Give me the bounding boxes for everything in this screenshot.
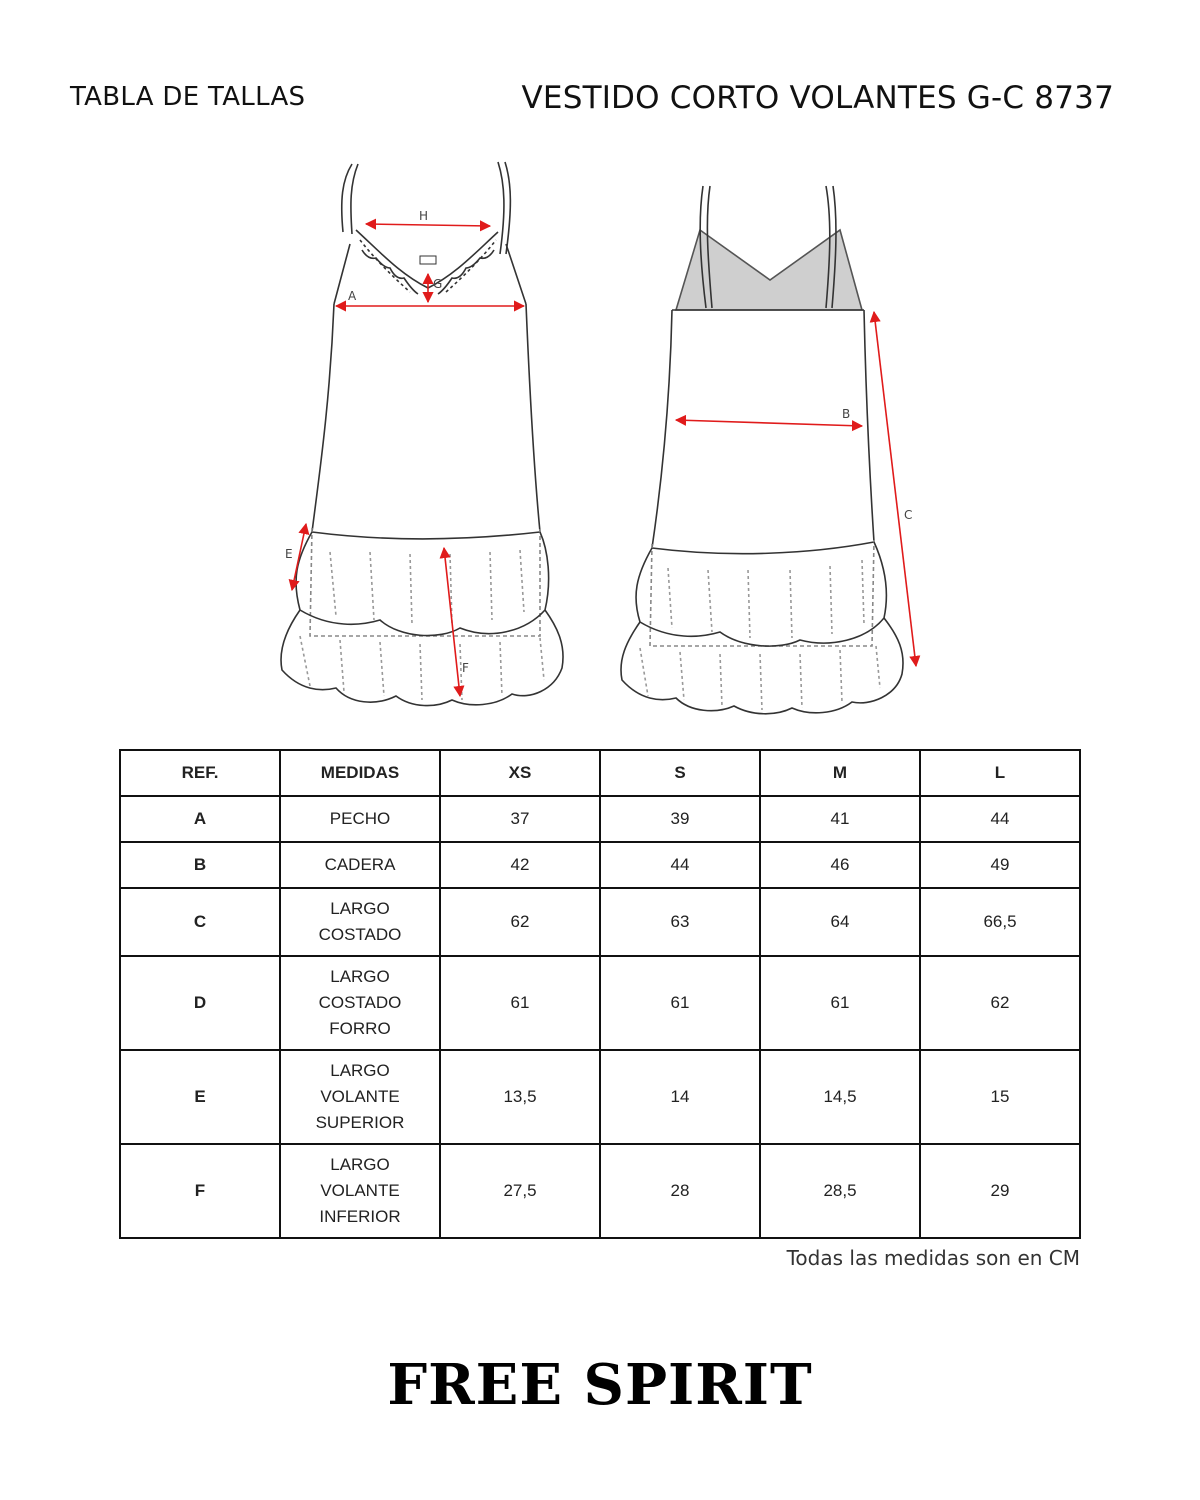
cell-l: 66,5 bbox=[920, 888, 1080, 956]
front-measurement-arrows bbox=[292, 224, 524, 696]
cell-m: 28,5 bbox=[760, 1144, 920, 1238]
cell-xs: 13,5 bbox=[440, 1050, 600, 1144]
cell-s: 44 bbox=[600, 842, 760, 888]
product-title: VESTIDO CORTO VOLANTES G-C 8737 bbox=[521, 80, 1114, 116]
measure-line: LARGO bbox=[330, 1061, 390, 1080]
label-c: C bbox=[904, 508, 913, 522]
label-a: A bbox=[348, 289, 357, 303]
back-measurement-arrows bbox=[676, 312, 916, 666]
row-measure bbox=[280, 1050, 440, 1144]
row-measure bbox=[280, 956, 440, 1050]
cell-xs: 42 bbox=[440, 842, 600, 888]
measure-line: PECHO bbox=[329, 809, 391, 828]
row-ref: C bbox=[120, 888, 280, 956]
cell-l: 29 bbox=[920, 1144, 1080, 1238]
table-row bbox=[120, 956, 1080, 1050]
row-ref: B bbox=[120, 842, 280, 888]
cell-m: 14,5 bbox=[760, 1050, 920, 1144]
row-measure bbox=[280, 796, 440, 842]
table-row bbox=[120, 888, 1080, 956]
table-header-row bbox=[120, 750, 1080, 796]
label-f: F bbox=[462, 661, 469, 675]
measure-line: FORRO bbox=[329, 1019, 391, 1038]
header-s: S bbox=[600, 750, 760, 796]
size-table bbox=[119, 749, 1081, 1239]
units-note: Todas las medidas son en CM bbox=[786, 1246, 1080, 1270]
measure-line: COSTADO bbox=[318, 993, 402, 1012]
cell-l: 49 bbox=[920, 842, 1080, 888]
label-h: H bbox=[419, 209, 429, 223]
row-measure bbox=[280, 842, 440, 888]
cell-s: 39 bbox=[600, 796, 760, 842]
measure-line: VOLANTE bbox=[320, 1181, 400, 1200]
measure-line: COSTADO bbox=[318, 925, 402, 944]
cell-s: 61 bbox=[600, 956, 760, 1050]
row-ref: A bbox=[120, 796, 280, 842]
cell-s: 28 bbox=[600, 1144, 760, 1238]
brand-logo: FREE SPIRIT bbox=[387, 1352, 813, 1418]
page-title: TABLA DE TALLAS bbox=[70, 82, 306, 112]
dress-diagram bbox=[0, 140, 1200, 720]
header-medidas: MEDIDAS bbox=[280, 750, 440, 796]
header-ref: REF. bbox=[120, 750, 280, 796]
measure-line: LARGO bbox=[330, 967, 390, 986]
header-l: L bbox=[920, 750, 1080, 796]
cell-l: 15 bbox=[920, 1050, 1080, 1144]
measure-line: INFERIOR bbox=[319, 1207, 401, 1226]
row-measure bbox=[280, 888, 440, 956]
header-m: M bbox=[760, 750, 920, 796]
label-e: E bbox=[285, 547, 293, 561]
cell-l: 62 bbox=[920, 956, 1080, 1050]
cell-s: 63 bbox=[600, 888, 760, 956]
cell-m: 46 bbox=[760, 842, 920, 888]
measure-line: SUPERIOR bbox=[315, 1113, 405, 1132]
measure-line: LARGO bbox=[330, 899, 390, 918]
cell-xs: 37 bbox=[440, 796, 600, 842]
table-row bbox=[120, 796, 1080, 842]
header-xs: XS bbox=[440, 750, 600, 796]
table-row bbox=[120, 1144, 1080, 1238]
row-measure bbox=[280, 1144, 440, 1238]
row-ref: D bbox=[120, 956, 280, 1050]
table-row bbox=[120, 842, 1080, 888]
back-dress-drawing bbox=[621, 186, 903, 714]
cell-s: 14 bbox=[600, 1050, 760, 1144]
measure-line: LARGO bbox=[330, 1155, 390, 1174]
front-dress-drawing bbox=[281, 162, 563, 706]
cell-l: 44 bbox=[920, 796, 1080, 842]
measure-line: CADERA bbox=[324, 855, 396, 874]
cell-m: 64 bbox=[760, 888, 920, 956]
table-row bbox=[120, 1050, 1080, 1144]
row-ref: F bbox=[120, 1144, 280, 1238]
cell-m: 41 bbox=[760, 796, 920, 842]
cell-xs: 27,5 bbox=[440, 1144, 600, 1238]
cell-xs: 62 bbox=[440, 888, 600, 956]
label-g: G bbox=[433, 277, 443, 291]
measure-line: VOLANTE bbox=[320, 1087, 400, 1106]
cell-m: 61 bbox=[760, 956, 920, 1050]
label-b: B bbox=[842, 407, 851, 421]
cell-xs: 61 bbox=[440, 956, 600, 1050]
row-ref: E bbox=[120, 1050, 280, 1144]
